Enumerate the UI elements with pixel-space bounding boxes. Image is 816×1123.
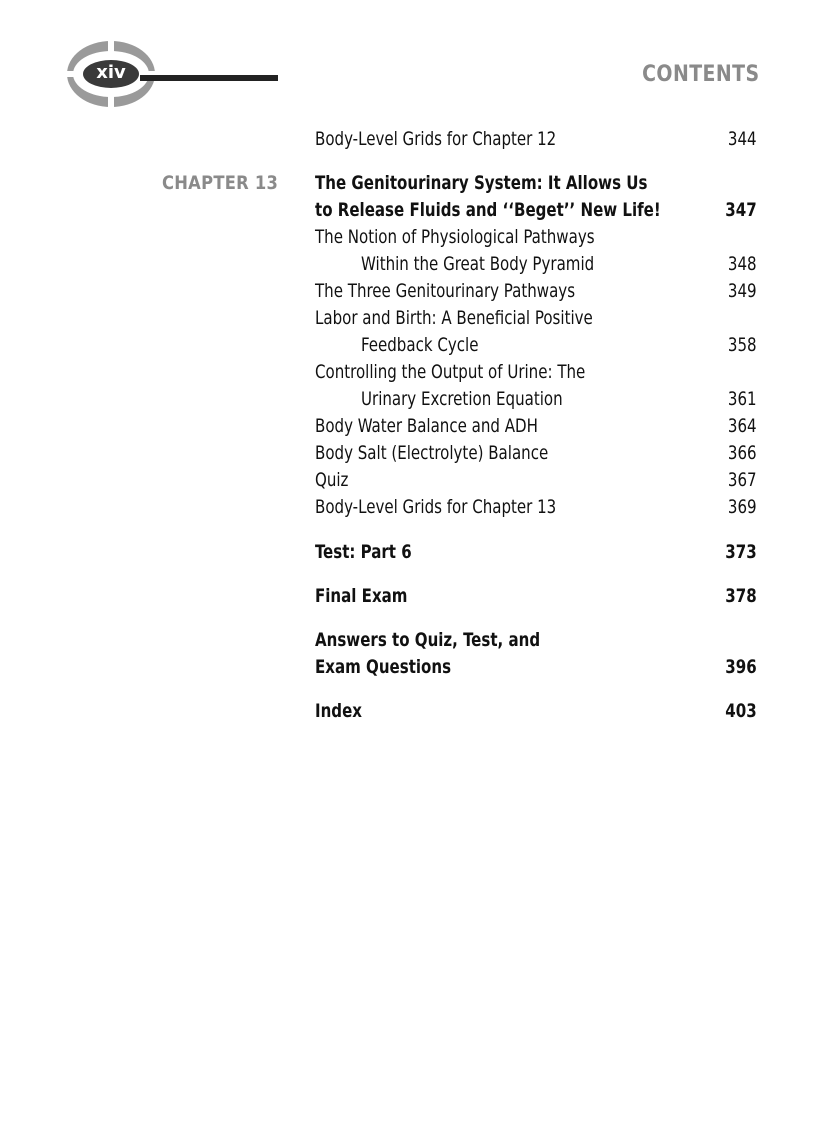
toc-entry-cont[interactable] (315, 251, 757, 278)
toc-entry-page: 358 (728, 334, 757, 356)
toc-entry[interactable] (315, 440, 757, 467)
chapter-title-line: to Release Fluids and ‘‘Beget’’ New Life! (315, 199, 661, 221)
toc-entry-title: Body-Level Grids for Chapter 12 (315, 128, 557, 150)
toc-entry[interactable] (315, 413, 757, 440)
toc-entry-page: 367 (728, 469, 757, 491)
toc-entry-page: 366 (728, 442, 757, 464)
toc-entry[interactable] (315, 539, 757, 566)
toc-test-part-6 (315, 539, 757, 566)
toc-entry[interactable] (315, 305, 757, 332)
toc-entry[interactable] (315, 359, 757, 386)
toc-answers (315, 627, 757, 681)
toc-entry-title: The Three Genitourinary Pathways (315, 280, 576, 302)
toc-entry-title: Within the Great Body Pyramid (361, 253, 595, 275)
toc-entry-title: Body-Level Grids for Chapter 13 (315, 496, 557, 518)
toc-entry-page: 361 (728, 388, 757, 410)
toc-entry-title: Urinary Excretion Equation (361, 388, 563, 410)
toc-entry-title: Controlling the Output of Urine: The (315, 361, 586, 383)
chapter-title[interactable] (315, 170, 757, 197)
chapter-label: CHAPTER 13 (162, 172, 279, 194)
toc-entry-title: The Notion of Physiological Pathways (315, 226, 595, 248)
toc-entry[interactable] (315, 583, 757, 610)
toc-entry-page: 344 (728, 128, 757, 150)
toc-entry-title: Answers to Quiz, Test, and (315, 629, 541, 651)
toc-entry-page: 403 (725, 700, 757, 722)
toc-entry-page: 369 (728, 496, 757, 518)
toc-chapter-13 (315, 170, 757, 521)
page-number: xiv (96, 62, 126, 83)
toc-entry[interactable] (315, 627, 757, 654)
chapter-title-line: The Genitourinary System: It Allows Us (315, 172, 648, 194)
toc-entry-page: 378 (725, 585, 757, 607)
toc-entry-title: Index (315, 700, 362, 722)
toc-entry[interactable] (315, 126, 757, 153)
toc-entry-title: Body Salt (Electrolyte) Balance (315, 442, 549, 464)
toc-entry[interactable] (315, 467, 757, 494)
toc-index (315, 698, 757, 725)
chapter-page: 347 (725, 199, 757, 221)
toc-entry-title: Test: Part 6 (315, 541, 412, 563)
toc-entry-page: 348 (728, 253, 757, 275)
toc-entry-page: 373 (725, 541, 757, 563)
toc-entry-page: 364 (728, 415, 757, 437)
toc-entry-cont[interactable] (315, 386, 757, 413)
toc-entry-cont[interactable] (315, 654, 757, 681)
toc-section-prev (315, 126, 757, 153)
toc-entry-page: 349 (728, 280, 757, 302)
toc-entry[interactable] (315, 224, 757, 251)
toc-entry-title: Exam Questions (315, 656, 452, 678)
toc-entry-title: Final Exam (315, 585, 408, 607)
chapter-title-cont[interactable] (315, 197, 757, 224)
toc-entry-cont[interactable] (315, 332, 757, 359)
toc-entry-title: Labor and Birth: A Beneficial Positive (315, 307, 593, 329)
toc-entry[interactable] (315, 494, 757, 521)
toc-final-exam (315, 583, 757, 610)
header-rule (140, 75, 278, 81)
running-header: CONTENTS (642, 62, 760, 87)
toc-entry-title: Feedback Cycle (361, 334, 479, 356)
toc-entry-title: Body Water Balance and ADH (315, 415, 538, 437)
toc-entry-title: Quiz (315, 469, 349, 491)
toc-entry[interactable] (315, 278, 757, 305)
toc-entry-page: 396 (725, 656, 757, 678)
toc-entry[interactable] (315, 698, 757, 725)
